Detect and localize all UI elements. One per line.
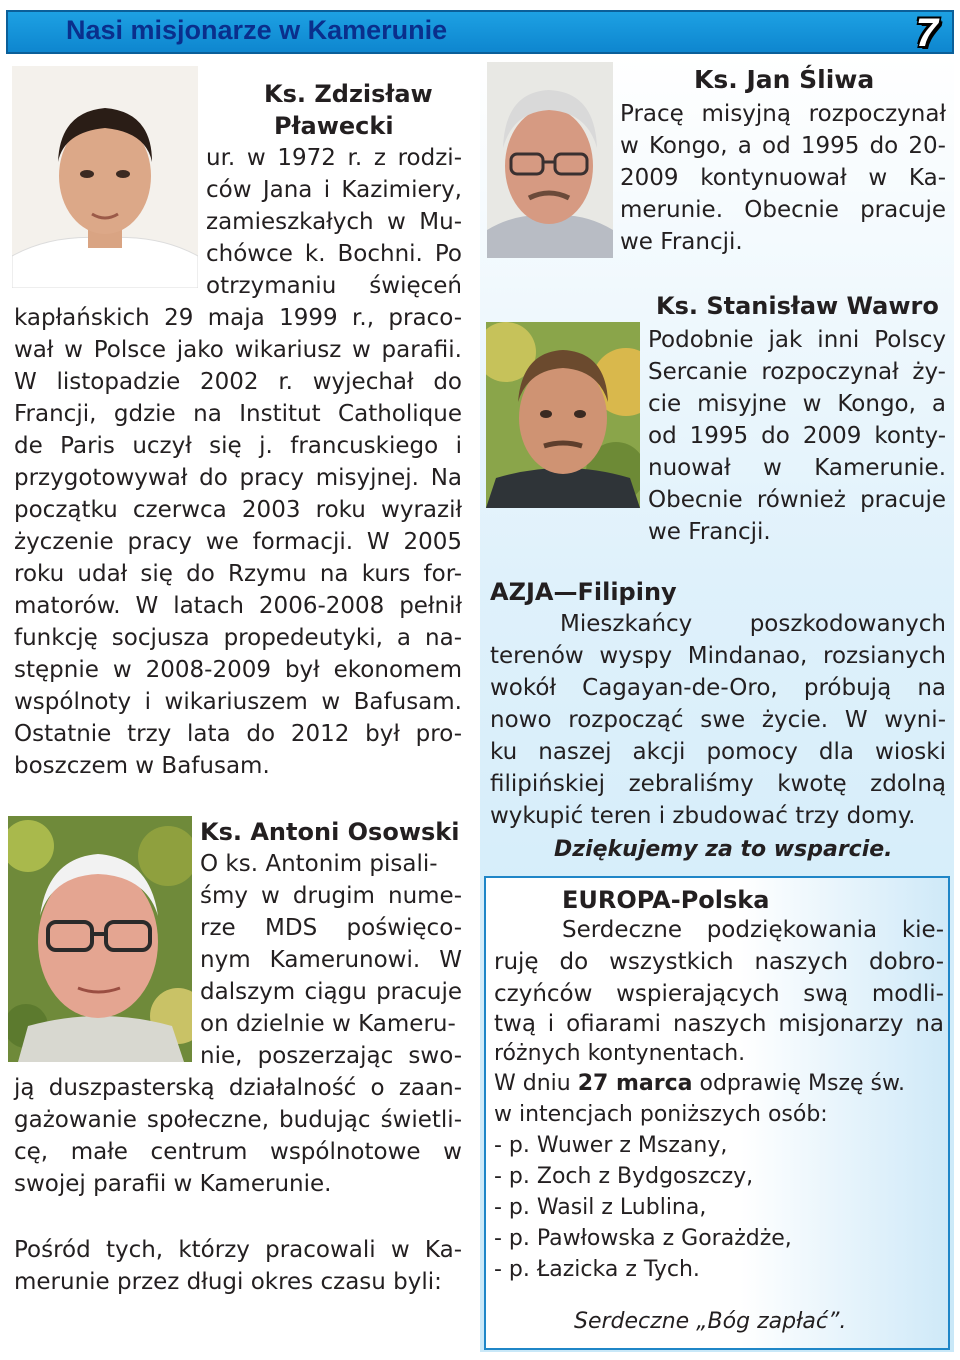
text-line: O ks. Antonim pisali- <box>200 851 438 877</box>
mass-line <box>494 1068 905 1100</box>
text-line: zamieszkałych w Mu- <box>206 209 462 235</box>
text-line: otrzymaniu święceń <box>206 273 462 299</box>
text-line: nie, poszerzając swo- <box>200 1043 462 1069</box>
text-line: wykupić teren i zbudować trzy domy. <box>490 803 916 829</box>
text-line: Francji, gdzie na Institut Catholique <box>14 401 462 427</box>
text-line: od 1995 do 2009 konty- <box>648 423 946 449</box>
text-line: cie misyjne w Kongo, a <box>648 391 946 417</box>
photo-osowski <box>8 816 192 1062</box>
text-line: różnych kontynentach. <box>494 1041 746 1066</box>
text-line: ruję do wszystkich naszych dobro- <box>494 949 944 975</box>
europa-thanks: Serdeczne „Bóg zapłać”. <box>574 1309 847 1334</box>
text-line: nym Kamerunowi. W <box>200 947 462 973</box>
list-item: - p. Łazicka z Tych. <box>494 1257 700 1282</box>
name-osowski: Ks. Antoni Osowski <box>200 818 460 846</box>
text-line: merunie przez długi okres czasu byli: <box>14 1269 442 1295</box>
text-line: życzenie pracy we formacji. W 2005 <box>14 529 462 555</box>
azja-thanks: Dziękujemy za to wsparcie. <box>554 837 893 862</box>
text-line: cę, małe centrum wspólnotowe w <box>14 1139 462 1165</box>
name-wawro: Ks. Stanisław Wawro <box>656 292 939 320</box>
text-line: Mieszkańcy poszkodowanych <box>560 611 946 637</box>
text-line: wspólnoty i wikariuszem w Bafusam. <box>14 689 462 715</box>
text-line: wokół Cagayan-de-Oro, próbują na <box>490 675 946 701</box>
text-line: gażowanie społeczne, budując świetli- <box>14 1107 462 1133</box>
text-line: swojej parafii w Kamerunie. <box>14 1171 332 1197</box>
text-line: de Paris uczył się j. francuskiego i <box>14 433 462 459</box>
text-line: Ostatnie trzy lata do 2012 był pro- <box>14 721 462 747</box>
text-line: czyńców wspierających swą modli- <box>494 981 944 1007</box>
section-title-europa: EUROPA-Polska <box>562 886 770 914</box>
text-line: we Francji. <box>648 519 771 545</box>
text-line: rze MDS poświęco- <box>200 915 462 941</box>
text-line: twą i ofiarami naszych misjonarzy na <box>494 1011 944 1037</box>
text-line: wał w Polsce jako wikariusz w parafii. <box>14 337 462 363</box>
list-item: - p. Zoch z Bydgoszczy, <box>494 1164 754 1189</box>
text-line: merunie. Obecnie pracuje <box>620 197 946 223</box>
text-line: terenów wyspy Mindanao, rozsianych <box>490 643 946 669</box>
text-line: w Kongo, a od 1995 do 20- <box>620 133 946 159</box>
text-line: ją duszpasterską działalność o zaan- <box>14 1075 462 1101</box>
name-plawecki-1: Ks. Zdzisław <box>264 80 433 108</box>
mass-date: 27 marca <box>577 1071 693 1096</box>
text-line: Serdeczne podziękowania kie- <box>562 917 944 943</box>
name-sliwa: Ks. Jan Śliwa <box>694 65 875 94</box>
page-number: 7 <box>915 11 938 55</box>
text-line: dalszym ciągu pracuje <box>200 979 462 1005</box>
text-line: boszczem w Bafusam. <box>14 753 270 779</box>
text-line: Sercanie rozpoczynał ży- <box>648 359 946 385</box>
text-line: nowo rozpocząć swe życie. W wyni- <box>490 707 946 733</box>
text-line: Podobnie jak inni Polscy <box>648 327 946 353</box>
list-item: - p. Wasil z Lublina, <box>494 1195 707 1220</box>
text-line: ur. w 1972 r. z rodzi- <box>206 145 462 171</box>
photo-plawecki <box>12 66 198 288</box>
text-line: on dzielnie w Kameru- <box>200 1011 456 1037</box>
mass-post: odprawię Mszę św. <box>692 1071 905 1096</box>
text-line: matorów. W latach 2006-2008 pełnił <box>14 593 462 619</box>
text-line: nuował w Kamerunie. <box>648 455 946 481</box>
text-line: filipińskiej zebraliśmy kwotę zdolną <box>490 771 946 797</box>
photo-wawro <box>486 322 640 508</box>
text-line: przygotowywał do pracy misyjnej. Na <box>14 465 462 491</box>
text-line: Obecnie również pracuje <box>648 487 946 513</box>
list-item: - p. Wuwer z Mszany, <box>494 1133 728 1158</box>
text-line: w intencjach poniższych osób: <box>494 1102 828 1127</box>
text-line: 2009 kontynuował w Ka- <box>620 165 946 191</box>
name-plawecki-2: Pławecki <box>274 112 394 140</box>
text-line: Pracę misyjną rozpoczynał <box>620 101 946 127</box>
list-item: - p. Pawłowska z Gorażdże, <box>494 1226 792 1251</box>
text-line: Pośród tych, którzy pracowali w Ka- <box>14 1237 462 1263</box>
text-line: ców Jana i Kazimiery, <box>206 177 462 203</box>
text-line: śmy w drugim nume- <box>200 883 462 909</box>
photo-sliwa <box>487 62 613 258</box>
text-line: roku udał się do Rzymu na kurs for- <box>14 561 462 587</box>
text-line: funkcję socjusza propedeutyki, a na- <box>14 625 462 651</box>
text-line: stępnie w 2008-2009 był ekonomem <box>14 657 462 683</box>
text-line: kapłańskich 29 maja 1999 r., praco- <box>14 305 462 331</box>
header-title: Nasi misjonarze w Kamerunie <box>66 15 448 45</box>
text-line: początku czerwca 2003 roku wyraził <box>14 497 462 523</box>
mass-pre: W dniu <box>494 1071 578 1096</box>
text-line: we Francji. <box>620 229 743 255</box>
page-header <box>6 10 954 54</box>
text-line: ku naszej akcji pomocy dla wioski <box>490 739 946 765</box>
text-line: W listopadzie 2002 r. wyjechał do <box>14 369 462 395</box>
text-line: chówce k. Bochni. Po <box>206 241 462 267</box>
section-title-azja: AZJA—Filipiny <box>490 578 677 606</box>
